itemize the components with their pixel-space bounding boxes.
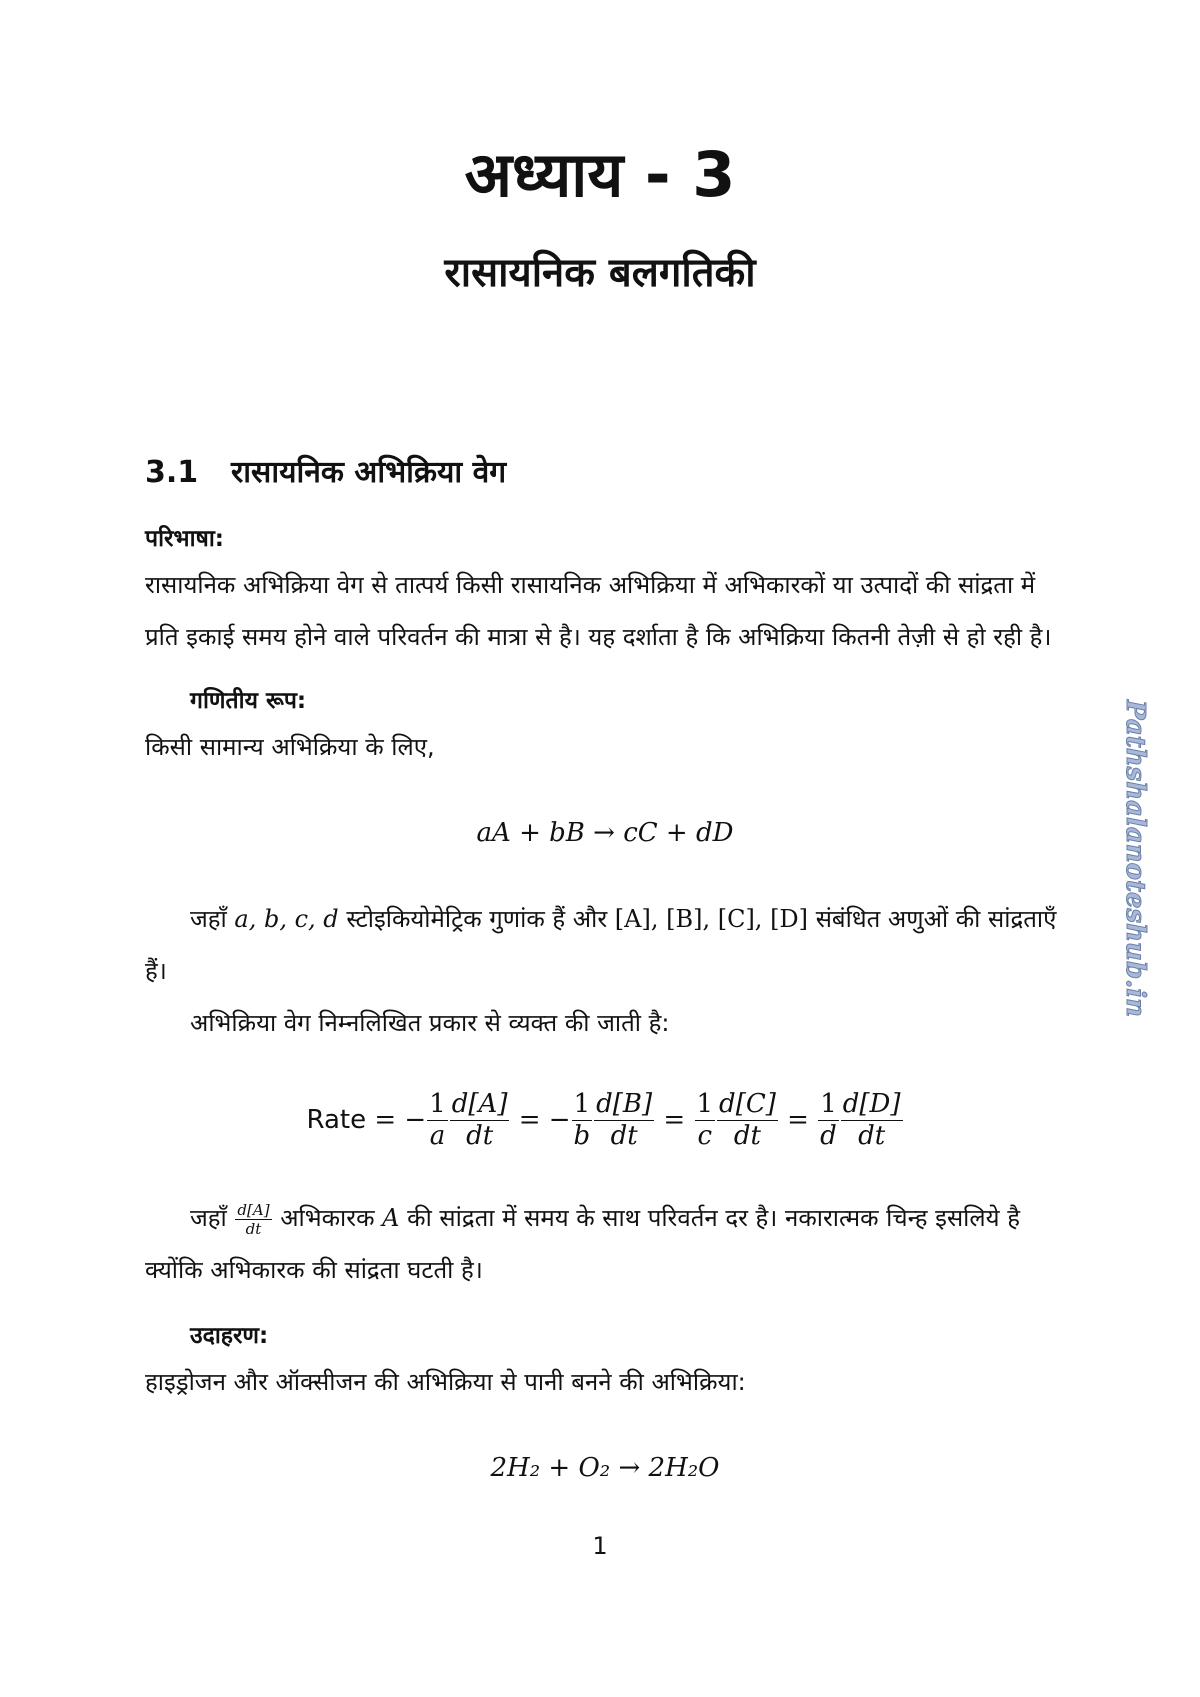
equals-sign: = [655, 1105, 694, 1136]
section-title: रासायनिक अभिक्रिया वेग [231, 455, 507, 490]
numerator: 1 [695, 1089, 716, 1121]
explain-text: की सांद्रता में समय के साथ परिवर्तन दर है। नकारात्मक चिन्ह इसलिये है क्योंकि अभिकारक की सांद्रता घटती है। [145, 1204, 1020, 1285]
rate-explanation [145, 1192, 1065, 1296]
definition-heading: परिभाषा: [145, 526, 225, 552]
coefficient-fraction [818, 1089, 839, 1152]
explain-prefix: जहाँ [190, 1204, 227, 1233]
explain-var: A [382, 1204, 400, 1233]
rate-label: Rate [306, 1105, 367, 1136]
example-heading: उदाहरण: [190, 1323, 269, 1350]
denominator: dt [610, 1121, 638, 1152]
coefficient-fraction [572, 1089, 593, 1152]
definition-text: रासायनिक अभिक्रिया वेग से तात्पर्य किसी रासायनिक अभिक्रिया में अभिकारकों या उत्पादों की सांद्रता में प्रति इकाई समय होने वाले परिवर्तन की मात्रा से है। यह दर्शाता है कि अभिक्रिया कितनी तेज़ी से हो रही है। [145, 571, 1052, 651]
derivative-fraction [841, 1089, 903, 1152]
denominator: b [573, 1121, 591, 1152]
equals-sign: = − [510, 1105, 571, 1136]
explain-mid: अभिकारक [280, 1204, 375, 1233]
watermark: Pathshalanoteshub.in [1120, 700, 1150, 1017]
denominator: c [697, 1121, 713, 1152]
coefficient-fraction [427, 1089, 448, 1152]
denominator: dt [858, 1121, 886, 1152]
numerator: 1 [818, 1089, 839, 1121]
coefficients-math: a, b, c, d [234, 905, 339, 933]
equals-sign: = [778, 1105, 818, 1136]
numerator: d[D] [841, 1089, 903, 1121]
numerator: 1 [572, 1089, 593, 1121]
page-content [145, 451, 1065, 1488]
general-reaction-equation: aA + bB → cC + dD [476, 818, 734, 848]
section-heading [145, 451, 1065, 495]
where-text: जहाँ [190, 905, 227, 933]
example-text: हाइड्रोजन और ऑक्सीजन की अभिक्रिया से पानी बनने की अभिक्रिया: [145, 1368, 746, 1397]
numerator: d[A] [450, 1089, 510, 1121]
derivative-fraction [594, 1089, 654, 1152]
derivative-fraction [450, 1089, 510, 1152]
rate-equation [145, 1089, 1065, 1152]
numerator: 1 [427, 1089, 448, 1121]
denominator: d [820, 1121, 837, 1152]
numerator: d[B] [594, 1089, 654, 1121]
where-mid-text: स्टोइकियोमेट्रिक गुणांक हैं और [346, 905, 608, 933]
equals-sign: = − [374, 1105, 427, 1136]
denominator: dt [466, 1121, 494, 1152]
numerator: d[A] [237, 1200, 270, 1219]
denominator: dt [733, 1121, 761, 1152]
page-number: 1 [592, 1532, 608, 1561]
concentrations-math: [A], [B], [C], [D] [614, 905, 809, 933]
math-form-intro: किसी सामान्य अभिक्रिया के लिए, [145, 733, 435, 761]
section-number: 3.1 [145, 455, 199, 490]
denominator: dt [245, 1219, 262, 1238]
denominator: a [429, 1121, 446, 1152]
stoichiometry-paragraph [145, 893, 1065, 997]
dA-dt-fraction [235, 1201, 271, 1238]
water-equation: 2H₂ + O₂ → 2H₂O [490, 1453, 720, 1484]
chapter-title: अध्याय - 3 [464, 138, 736, 211]
math-form-heading: गणितीय रूप: [190, 688, 307, 714]
numerator: d[C] [717, 1089, 778, 1121]
where-end-text: संबंधित अणुओं की सांद्रताएँ हैं। [145, 905, 1057, 985]
rate-intro: अभिक्रिया वेग निम्नलिखित प्रकार से व्यक्त की जाती है: [190, 1009, 670, 1037]
chapter-subtitle: रासायनिक बलगतिकी [444, 250, 756, 296]
coefficient-fraction [695, 1089, 716, 1152]
derivative-fraction [717, 1089, 778, 1152]
